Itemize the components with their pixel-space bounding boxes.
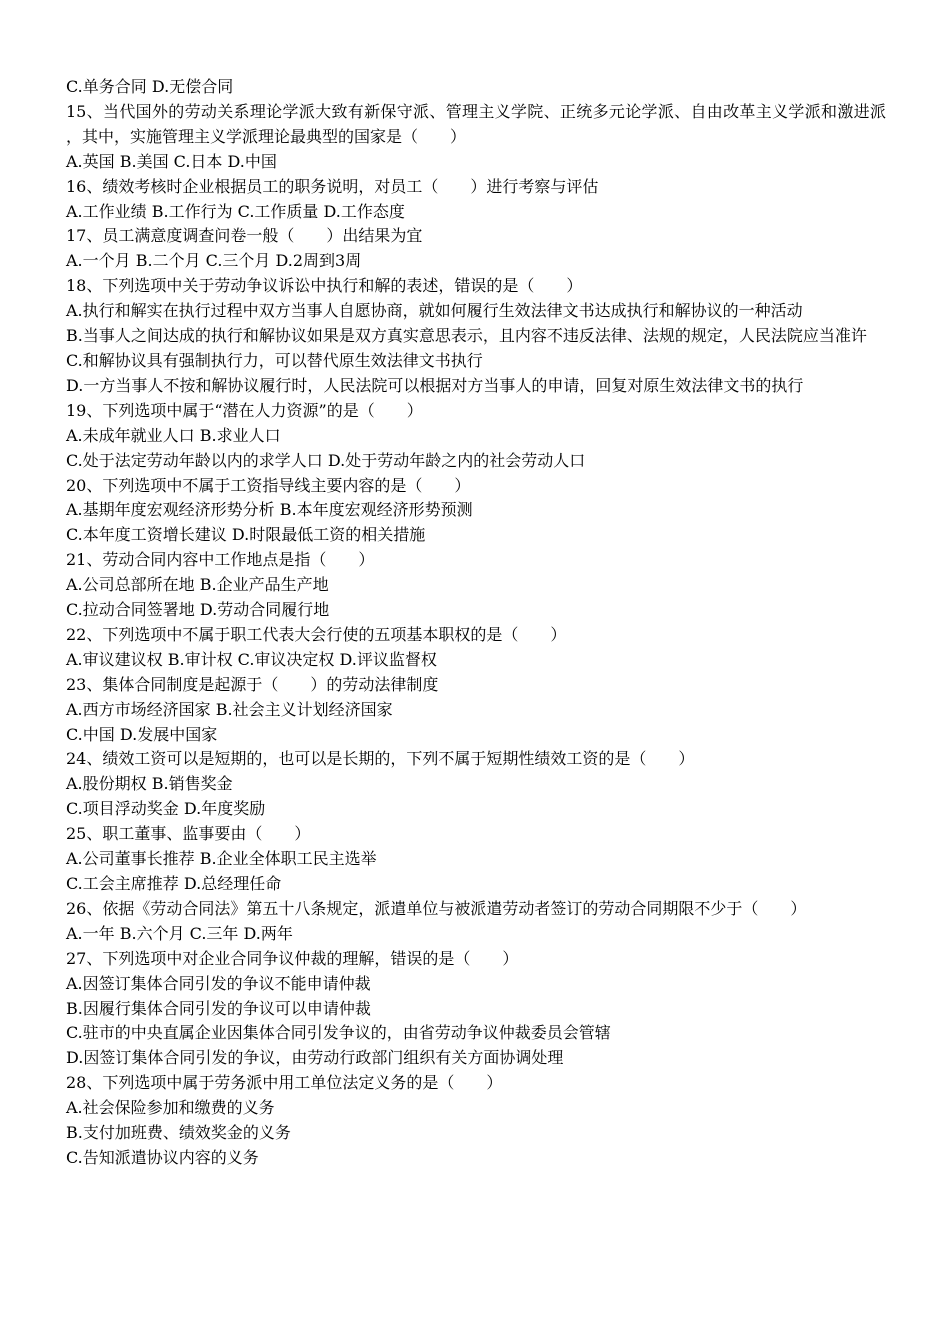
option-line: C.告知派遣协议内容的义务 xyxy=(66,1147,259,1167)
question-18: 18、下列选项中关于劳动争议诉讼中执行和解的表述，错误的是（ ） xyxy=(66,276,583,296)
option-line: C.驻市的中央直属企业因集体合同引发争议的，由省劳动争议仲裁委员会管辖 xyxy=(66,1023,611,1043)
option-line: C.项目浮动奖金 D.年度奖励 xyxy=(66,799,266,819)
option-line: C.本年度工资增长建议 D.时限最低工资的相关措施 xyxy=(66,525,426,545)
option-line: D.因签订集体合同引发的争议，由劳动行政部门组织有关方面协调处理 xyxy=(66,1048,564,1068)
question-19: 19、下列选项中属于“潜在人力资源”的是（ ） xyxy=(66,400,423,420)
option-line: B.因履行集体合同引发的争议可以申请仲裁 xyxy=(66,998,371,1018)
option-line: A.英国 B.美国 C.日本 D.中国 xyxy=(66,151,277,171)
option-line: A.执行和解实在执行过程中双方当事人自愿协商，就如何履行生效法律文书达成执行和解协议的一种活动 xyxy=(66,301,803,321)
option-line: A.社会保险参加和缴费的义务 xyxy=(66,1098,275,1118)
option-line: A.公司总部所在地 B.企业产品生产地 xyxy=(66,575,329,595)
question-25: 25、职工董事、监事要由（ ） xyxy=(66,824,311,844)
option-line: A.一个月 B.二个月 C.三个月 D.2周到3周 xyxy=(66,251,362,271)
question-20: 20、下列选项中不属于工资指导线主要内容的是（ ） xyxy=(66,475,471,495)
option-line: B.支付加班费、绩效奖金的义务 xyxy=(66,1123,291,1143)
option-line: D.一方当事人不按和解协议履行时，人民法院可以根据对方当事人的申请，回复对原生效法律文书的执行 xyxy=(66,375,804,395)
option-line: C.拉动合同签署地 D.劳动合同履行地 xyxy=(66,600,330,620)
option-line: A.未成年就业人口 B.求业人口 xyxy=(66,425,281,445)
option-line: A.因签订集体合同引发的争议不能申请仲裁 xyxy=(66,973,371,993)
question-27: 27、下列选项中对企业合同争议仲裁的理解，错误的是（ ） xyxy=(66,948,519,968)
question-17: 17、员工满意度调查问卷一般（ ）出结果为宜 xyxy=(66,226,423,246)
option-line: A.工作业绩 B.工作行为 C.工作质量 D.工作态度 xyxy=(66,201,405,221)
question-22: 22、下列选项中不属于职工代表大会行使的五项基本职权的是（ ） xyxy=(66,624,567,644)
question-24: 24、绩效工资可以是短期的，也可以是长期的，下列不属于短期性绩效工资的是（ ） xyxy=(66,749,695,769)
option-line: C.工会主席推荐 D.总经理任命 xyxy=(66,874,282,893)
option-line: A.西方市场经济国家 B.社会主义计划经济国家 xyxy=(66,699,393,719)
option-line: A.基期年度宏观经济形势分析 B.本年度宏观经济形势预测 xyxy=(66,500,473,520)
option-line: A.公司董事长推荐 B.企业全体职工民主选举 xyxy=(66,849,377,869)
question-23: 23、集体合同制度是起源于（ ）的劳动法律制度 xyxy=(66,674,439,694)
option-line: A.审议建议权 B.审计权 C.审议决定权 D.评议监督权 xyxy=(66,649,437,669)
question-28: 28、下列选项中属于劳务派中用工单位法定义务的是（ ） xyxy=(66,1073,503,1093)
option-line: A.股份期权 B.销售奖金 xyxy=(66,774,233,794)
option-line: B.当事人之间达成的执行和解协议如果是双方真实意思表示，且内容不违反法律、法规的规定，人民法院应当准许 xyxy=(66,326,867,346)
option-line: C.中国 D.发展中国家 xyxy=(66,724,218,744)
question-16: 16、绩效考核时企业根据员工的职务说明，对员工（ ）进行考察与评估 xyxy=(66,176,599,196)
question-15: 15、当代国外的劳动关系理论学派大致有新保守派、管理主义学院、正统多元论学派、自由改革主义学派和激进派，其中，实施管理主义学派理论最典型的国家是（ ） xyxy=(66,101,886,146)
option-line: A.一年 B.六个月 C.三年 D.两年 xyxy=(66,923,293,943)
question-26: 26、依据《劳动合同法》第五十八条规定，派遣单位与被派遣劳动者签订的劳动合同期限不少于（ ） xyxy=(66,898,807,918)
document-page xyxy=(66,75,886,1171)
option-line: C.和解协议具有强制执行力，可以替代原生效法律文书执行 xyxy=(66,350,483,370)
option-line: C.单务合同 D.无偿合同 xyxy=(66,77,234,96)
option-line: C.处于法定劳动年龄以内的求学人口 D.处于劳动年龄之内的社会劳动人口 xyxy=(66,450,586,470)
question-21: 21、劳动合同内容中工作地点是指（ ） xyxy=(66,550,375,570)
